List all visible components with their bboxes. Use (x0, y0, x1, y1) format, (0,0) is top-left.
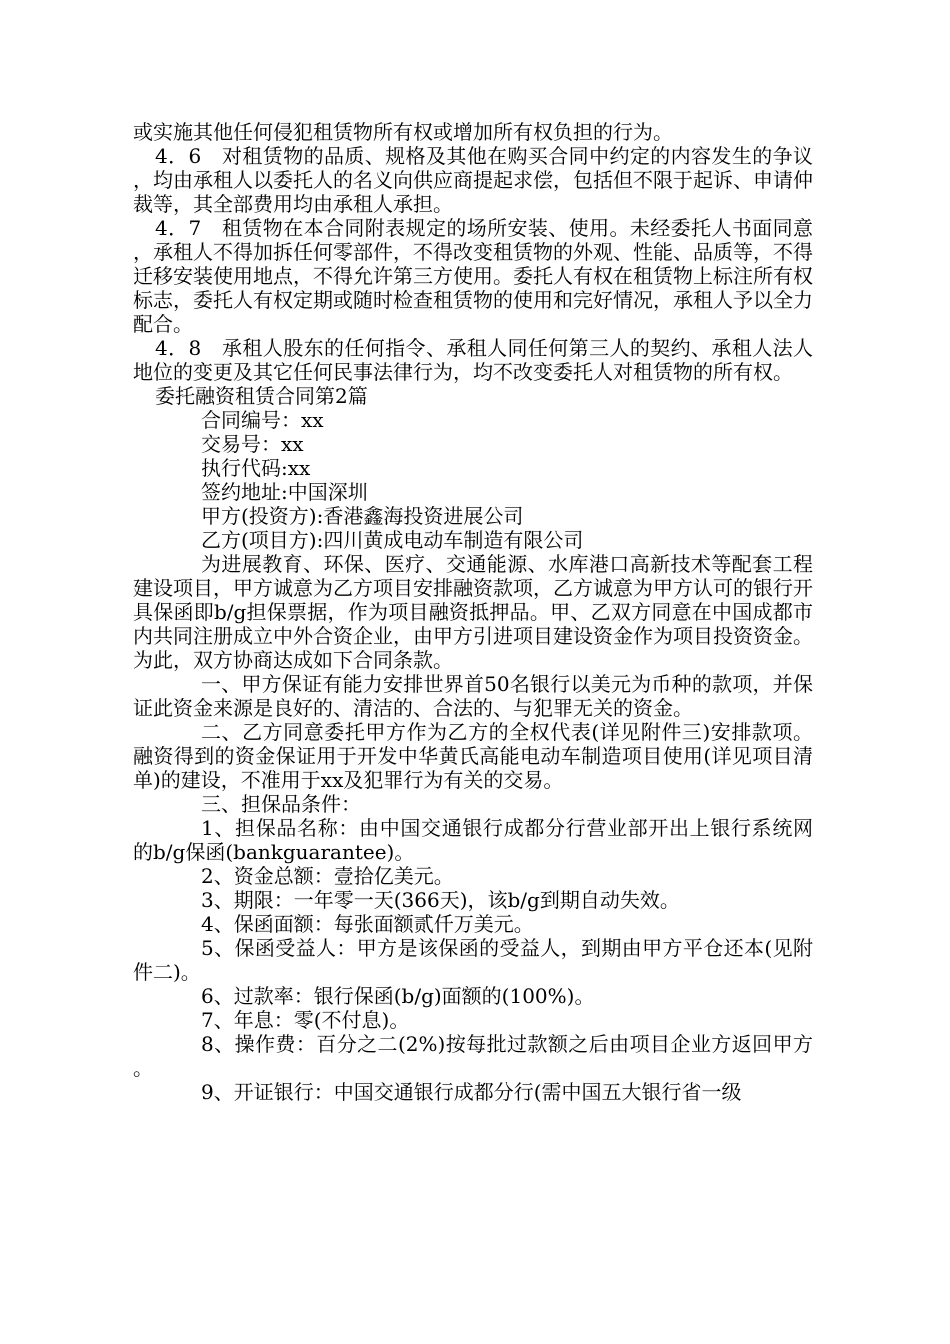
party-b: 乙方(项目方):四川黄成电动车制造有限公司 (201, 528, 584, 552)
clause-4-8: 4．8 承租人股东的任何指令、承租人同任何第三人的契约、承租人法人地位的变更及其它任何民事法律行为，均不改变委托人对租赁物的所有权。 (133, 336, 813, 384)
contract-number: 合同编号：xx (201, 408, 324, 432)
condition-item: 3、期限：一年零一天(366天)，该b/g到期自动失效。 (201, 888, 680, 912)
condition-item: 2、资金总额：壹拾亿美元。 (201, 864, 454, 888)
article-3-heading: 三、担保品条件： (201, 792, 361, 816)
condition-item: 6、过款率：银行保函(b/g)面额的(100%)。 (201, 984, 595, 1008)
condition-item: 1、担保品名称：由中国交通银行成都分行营业部开出上银行系统网的b/g保函(bankguarantee)。 (133, 816, 813, 864)
condition-item: 5、保函受益人：甲方是该保函的受益人，到期由甲方平仓还本(见附件二)。 (133, 936, 813, 984)
clause-4-7: 4．7 租赁物在本合同附表规定的场所安装、使用。未经委托人书面同意，承租人不得加拆任何零部件，不得改变租赁物的外观、性能、品质等，不得迁移安装使用地点，不得允许第三方使用。委托人有权在租赁物上标注所有权标志，委托人有权定期或随时检查租赁物的使用和完好情况，承租人予以全力配合。 (133, 216, 813, 336)
clause-4-6: 4．6 对租赁物的品质、规格及其他在购买合同中约定的内容发生的争议，均由承租人以委托人的名义向供应商提起求偿，包括但不限于起诉、申请仲裁等，其全部费用均由承租人承担。 (133, 144, 813, 216)
transaction-number: 交易号：xx (201, 432, 304, 456)
section-title: 委托融资租赁合同第2篇 (155, 384, 368, 408)
paragraph: 或实施其他任何侵犯租赁物所有权或增加所有权负担的行为。 (133, 120, 673, 144)
preamble: 为进展教育、环保、医疗、交通能源、水库港口高新技术等配套工程建设项目，甲方诚意为乙方项目安排融资款项，乙方诚意为甲方认可的银行开具保函即b/g担保票据，作为项目融资抵押品。甲、乙双方同意在中国成都市内共同注册成立中外合资企业，由甲方引进项目建设资金作为项目投资资金。为此，双方协商达成如下合同条款。 (133, 552, 813, 672)
party-a: 甲方(投资方):香港鑫海投资进展公司 (201, 504, 524, 528)
article-1: 一、甲方保证有能力安排世界首50名银行以美元为币种的款项，并保证此资金来源是良好的、清洁的、合法的、与犯罪无关的资金。 (133, 672, 813, 720)
execution-code: 执行代码:xx (201, 456, 311, 480)
condition-item: 8、操作费：百分之二(2%)按每批过款额之后由项目企业方返回甲方。 (133, 1032, 813, 1080)
condition-item: 9、开证银行：中国交通银行成都分行(需中国五大银行省一级 (201, 1080, 742, 1104)
condition-item: 7、年息：零(不付息)。 (201, 1008, 410, 1032)
signing-address: 签约地址:中国深圳 (201, 480, 368, 504)
article-2: 二、乙方同意委托甲方作为乙方的全权代表(详见附件三)安排款项。融资得到的资金保证用于开发中华黄氏高能电动车制造项目使用(详见项目清单)的建设，不准用于xx及犯罪行为有关的交易。 (133, 720, 813, 792)
condition-item: 4、保函面额：每张面额贰仟万美元。 (201, 912, 534, 936)
document-page (133, 120, 813, 1104)
